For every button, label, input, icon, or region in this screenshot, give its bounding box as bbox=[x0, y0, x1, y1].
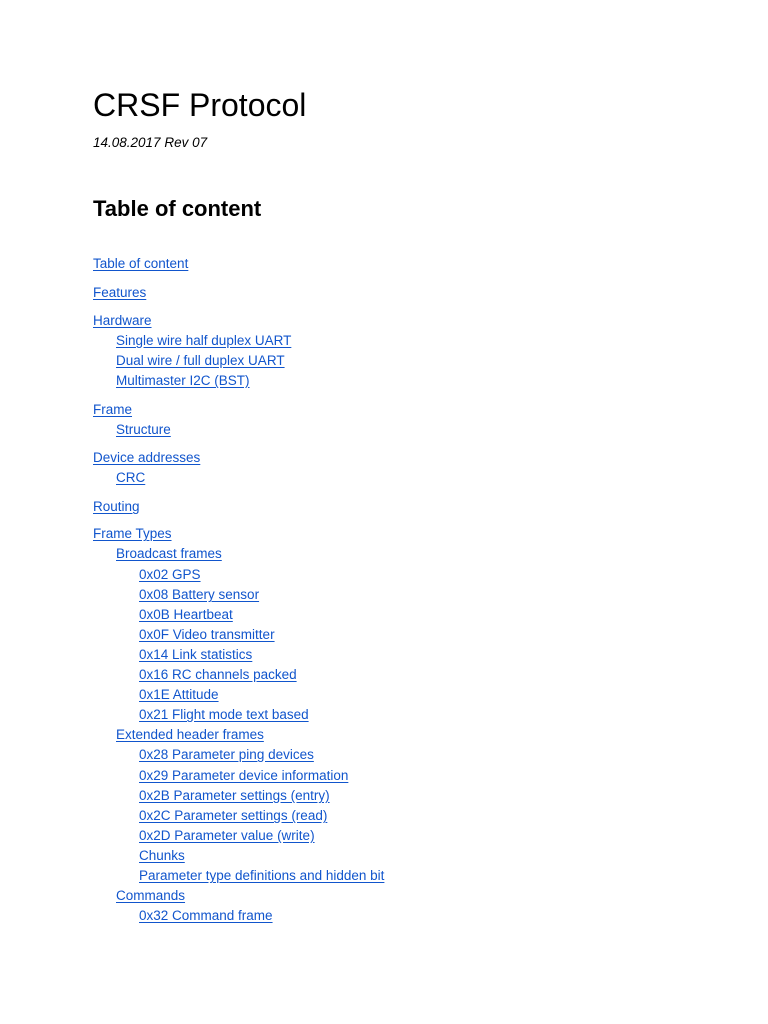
toc-item bbox=[116, 352, 285, 369]
toc-item bbox=[93, 284, 146, 301]
toc-link[interactable]: 0x28 Parameter ping devices bbox=[139, 747, 314, 762]
toc-heading: Table of content bbox=[93, 196, 262, 221]
toc-link[interactable]: 0x32 Command frame bbox=[139, 908, 273, 923]
toc-item bbox=[139, 847, 185, 864]
toc-item bbox=[116, 332, 291, 349]
toc-link[interactable]: 0x2B Parameter settings (entry) bbox=[139, 788, 330, 803]
toc-item bbox=[139, 746, 314, 763]
toc-item bbox=[139, 666, 297, 683]
toc-link[interactable]: 0x1E Attitude bbox=[139, 687, 219, 702]
toc-item bbox=[139, 767, 348, 784]
toc-item bbox=[139, 686, 219, 703]
toc-item bbox=[139, 867, 384, 884]
toc-item bbox=[139, 827, 315, 844]
toc-link[interactable]: Commands bbox=[116, 888, 186, 903]
toc-link[interactable]: 0x16 RC channels packed bbox=[139, 667, 297, 682]
toc-item bbox=[116, 469, 145, 486]
toc-link[interactable]: Extended header frames bbox=[116, 727, 264, 742]
toc-item bbox=[139, 706, 309, 723]
toc-link[interactable]: 0x2D Parameter value (write) bbox=[139, 828, 315, 843]
toc-link[interactable]: 0x2C Parameter settings (read) bbox=[139, 808, 328, 823]
toc-link[interactable]: CRC bbox=[116, 470, 146, 485]
toc-item bbox=[139, 907, 273, 924]
toc-link[interactable]: 0x08 Battery sensor bbox=[139, 587, 260, 602]
toc-link[interactable]: 0x0F Video transmitter bbox=[139, 627, 275, 642]
toc-item bbox=[93, 525, 172, 542]
toc-item bbox=[93, 312, 152, 329]
toc-link[interactable]: Routing bbox=[93, 499, 140, 514]
toc-item bbox=[116, 421, 171, 438]
document-date-revision: 14.08.2017 Rev 07 bbox=[93, 135, 208, 150]
toc-link[interactable]: 0x14 Link statistics bbox=[139, 647, 253, 662]
toc-link[interactable]: 0x21 Flight mode text based bbox=[139, 707, 309, 722]
toc-link[interactable]: Broadcast frames bbox=[116, 546, 222, 561]
toc-item bbox=[116, 545, 222, 562]
toc-item bbox=[139, 626, 275, 643]
toc-link[interactable]: Parameter type definitions and hidden bit bbox=[139, 868, 385, 883]
document-title: CRSF Protocol bbox=[93, 87, 307, 123]
toc-link[interactable]: 0x0B Heartbeat bbox=[139, 607, 233, 622]
toc-item bbox=[93, 255, 188, 272]
toc-item bbox=[116, 372, 250, 389]
toc-link[interactable]: Device addresses bbox=[93, 450, 201, 465]
toc-link[interactable]: Chunks bbox=[139, 848, 185, 863]
toc-link[interactable]: Single wire half duplex UART bbox=[116, 333, 292, 348]
toc-item bbox=[139, 646, 252, 663]
toc-link[interactable]: Hardware bbox=[93, 313, 152, 328]
toc-link[interactable]: Frame Types bbox=[93, 526, 172, 541]
toc-item bbox=[116, 726, 264, 743]
toc-link[interactable]: Table of content bbox=[93, 256, 189, 271]
toc-link[interactable]: Features bbox=[93, 285, 147, 300]
toc-item bbox=[93, 449, 200, 466]
toc-link[interactable]: Multimaster I2C (BST) bbox=[116, 373, 250, 388]
toc-link[interactable]: 0x29 Parameter device information bbox=[139, 768, 349, 783]
toc-item bbox=[93, 498, 140, 515]
toc-link[interactable]: Structure bbox=[116, 422, 171, 437]
toc-link[interactable]: Dual wire / full duplex UART bbox=[116, 353, 285, 368]
toc-link[interactable]: Frame bbox=[93, 402, 133, 417]
toc-link[interactable]: 0x02 GPS bbox=[139, 567, 201, 582]
toc-item bbox=[139, 606, 233, 623]
toc-item bbox=[93, 401, 132, 418]
toc-item bbox=[139, 566, 201, 583]
toc-item bbox=[116, 887, 185, 904]
toc-item bbox=[139, 807, 327, 824]
toc-item bbox=[139, 586, 259, 603]
toc-item bbox=[139, 787, 330, 804]
